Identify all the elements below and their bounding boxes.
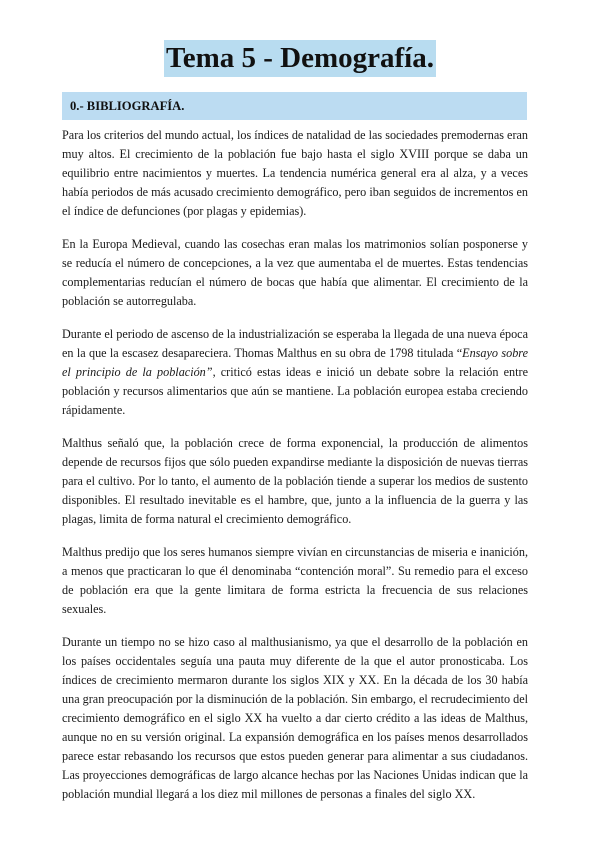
paragraph-text: En la Europa Medieval, cuando las cosechas eran malas los matrimonios solían posponerse y se reducía el número de concepciones, a la vez que aumentaba el de muertes. Estas tendencias complementarias reducían el número de bocas que había que alimentar. El crecimiento de la población se autorregulaba.	[62, 237, 528, 308]
title-container	[0, 40, 600, 77]
paragraph	[62, 325, 528, 420]
section-heading-bar	[62, 92, 527, 120]
page-title: Tema 5 - Demografía.	[164, 40, 436, 77]
paragraph	[62, 235, 528, 311]
book-title: Ensayo sobre el principio de la población”	[62, 346, 528, 379]
paragraph	[62, 126, 528, 221]
paragraph-text: Durante el periodo de ascenso de la industrialización se esperaba la llegada de una nueva época en la que la escasez desapareciera. Thomas Malthus en su obra de 1798 titulada “	[62, 327, 528, 360]
section-heading: 0.- BIBLIOGRAFÍA.	[70, 99, 185, 113]
paragraph-text: , criticó estas ideas e inició un debate sobre la relación entre población y recursos alimentarios que aún se mantiene. La población europea estaba creciendo rápidamente.	[62, 365, 528, 417]
paragraph-text: Malthus señaló que, la población crece de forma exponencial, la producción de alimentos depende de recursos fijos que sólo pueden expandirse mediante la disposición de nuevas tierras para el cultivo. Por lo tanto, el aumento de la población tiende a superar los medios de sustento disponibles. El resultado inevitable es el hambre, que, junto a la influencia de la guerra y las plagas, limita de forma natural el crecimiento demográfico.	[62, 436, 528, 526]
paragraph-text: Malthus predijo que los seres humanos siempre vivían en circunstancias de miseria e inanición, a menos que practicaran lo que él denominaba “contención moral”. Su remedio para el exceso de población era que la gente limitara de forma estricta la frecuencia de sus relaciones sexuales.	[62, 545, 528, 616]
paragraph	[62, 434, 528, 529]
paragraph	[62, 543, 528, 619]
paragraph-text: Durante un tiempo no se hizo caso al malthusianismo, ya que el desarrollo de la población en los países occidentales seguía una pauta muy diferente de la que el autor pronosticaba. Los índices de crecimiento mermaron durante los siglos XIX y XX. En la década de los 30 había una gran preocupación por la disminución de la población. Sin embargo, el recrudecimiento del crecimiento demográfico en el siglo XX ha vuelto a dar cierto crédito a las ideas de Malthus, aunque no en su versión original. La expansión demográfica en los países menos desarrollados parece estar rebasando los recursos que estos pueden generar para alimentar a sus ciudadanos. Las proyecciones demográficas de largo alcance hechas por las Naciones Unidas indican que la población mundial llegará a los diez mil millones de personas a finales del siglo XX.	[62, 635, 528, 801]
paragraph-text: Para los criterios del mundo actual, los índices de natalidad de las sociedades premodernas eran muy altos. El crecimiento de la población fue bajo hasta el siglo XVIII porque se daba un equilibrio entre nacimientos y muertes. La tendencia numérica general era al alza, y a veces había periodos de más acusado crecimiento demográfico, pero iban seguidos de incrementos en el índice de defunciones (por plagas y epidemias).	[62, 128, 529, 218]
paragraph	[62, 633, 528, 804]
document-body	[62, 126, 528, 818]
